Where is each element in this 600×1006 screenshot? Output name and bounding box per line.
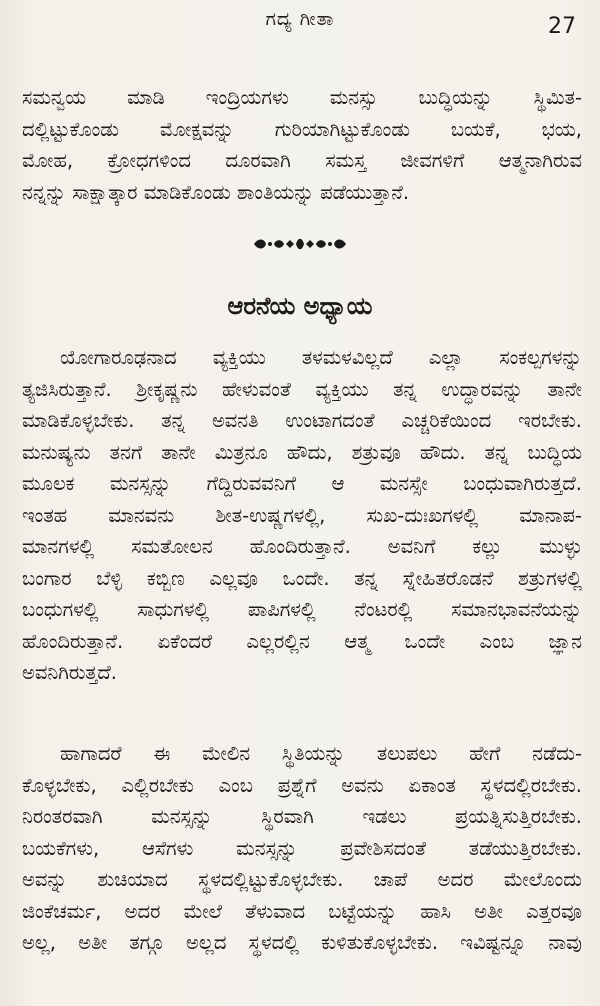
text-line: ನಿರಂತರವಾಗಿ ಮನಸ್ಸನ್ನು ಸ್ಥಿರವಾಗಿ ಇಡಲು ಪ್ರಯತ್ನಿಸುತ್ತಿರಬೇಕು. — [22, 805, 582, 828]
text-line: ಇಂತಹ ಮಾನವನು ಶೀತ-ಉಷ್ಣಗಳಲ್ಲಿ, ಸುಖ-ದುಃಖಗಳಲ್ಲಿ ಮಾನಾಪ- — [22, 503, 582, 527]
text-line: ಯೋಗಾರೂಢನಾದ ವ್ಯಕ್ತಿಯು ತಳಮಳವಿಲ್ಲದೆ ಎಲ್ಲಾ ಸಂಕಲ್ಪಗಳನ್ನು — [60, 346, 582, 369]
text-line: ಹೊಂದಿರುತ್ತಾನೆ. ಏಕೆಂದರೆ ಎಲ್ಲರಲ್ಲಿನ ಆತ್ಮ ಒಂದೇ ಎಂಬ ಜ್ಞಾನ — [22, 629, 582, 653]
chapter-title: ಆರನೆಯ ಅಧ್ಯಾಯ — [227, 292, 373, 320]
text-line: ಅವನ್ನು ಶುಚಿಯಾದ ಸ್ಥಳದಲ್ಲಿಟ್ಟುಕೊಳ್ಳಬೇಕು. ಚಾಪೆ ಅದರ ಮೇಲೊಂದು — [22, 868, 582, 891]
text-line: ಜಿಂಕೆಚರ್ಮ, ಅದರ ಮೇಲೆ ತೆಳುವಾದ ಬಟ್ಟೆಯನ್ನು ಹಾಸಿ ಅತೀ ಎತ್ತರವೂ — [22, 899, 582, 923]
text-line: ಮಾಡಿಕೊಳ್ಳಬೇಕು. ತನ್ನ ಅವನತಿ ಉಂಟಾಗದಂತೆ ಎಚ್ಚರಿಕೆಯಿಂದ ಇರಬೇಕು. — [22, 409, 582, 432]
page-number: 27 — [548, 14, 576, 39]
text-line: ಕೊಳ್ಳಬೇಕು, ಎಲ್ಲಿರಬೇಕು ಎಂಬ ಪ್ರಶ್ನೆಗೆ ಅವನು ಏಕಾಂತ ಸ್ಥಳದಲ್ಲಿರಬೇಕು. — [22, 773, 582, 797]
text-line: ತ್ಯಜಿಸಿರುತ್ತಾನೆ. ಶ್ರೀಕೃಷ್ಣನು ಹೇಳುವಂತೆ ವ್ಯಕ್ತಿಯು ತನ್ನ ಉದ್ಧಾರವನ್ನು ತಾನೇ — [22, 377, 582, 401]
paragraph-1 — [22, 82, 582, 208]
text-line: ಮನುಷ್ಯನು ತನಗೆ ತಾನೇ ಮಿತ್ರನೂ ಹೌದು, ಶತ್ರುವೂ ಹೌದು. ತನ್ನ ಬುದ್ಧಿಯ — [22, 440, 582, 464]
text-line: ಸಮನ್ವಯ ಮಾಡಿ ಇಂದ್ರಿಯಗಳು ಮನಸ್ಸು ಬುದ್ಧಿಯನ್ನು ಸ್ಥಿಮಿತ- — [22, 86, 582, 109]
text-line: ಅವನಿಗಿರುತ್ತದೆ. — [22, 661, 117, 684]
text-line: ಮೋಹ, ಕ್ರೋಧಗಳಿಂದ ದೂರವಾಗಿ ಸಮಸ್ತ ಜೀವಗಳಿಗೆ ಆತ್ಮನಾಗಿರುವ — [22, 149, 582, 172]
floral-divider-icon — [0, 236, 600, 256]
text-line: ಹಾಗಾದರೆ ಈ ಮೇಲಿನ ಸ್ಥಿತಿಯನ್ನು ತಲುಪಲು ಹೇಗೆ ನಡೆದು- — [60, 742, 582, 765]
text-line: ಅಲ್ಲ, ಅತೀ ತಗ್ಗೂ ಅಲ್ಲದ ಸ್ಥಳದಲ್ಲಿ ಕುಳಿತುಕೊಳ್ಳಬೇಕು. ಇವಿಷ್ಟನ್ನೂ ನಾವು — [22, 931, 582, 954]
text-line: ಮಾನಗಳಲ್ಲಿ ಸಮತೋಲನ ಹೊಂದಿರುತ್ತಾನೆ. ಅವನಿಗೆ ಕಲ್ಲು ಮುಳ್ಳು — [22, 535, 582, 558]
text-line: ಮೂಲಕ ಮನಸ್ಸನ್ನು ಗೆದ್ದಿರುವವನಿಗೆ ಆ ಮನಸ್ಸೇ ಬಂಧುವಾಗಿರುತ್ತದೆ. — [22, 472, 582, 495]
text-line: ಬಯಕೆಗಳು, ಆಸೆಗಳು ಮನಸ್ಸನ್ನು ಪ್ರವೇಶಿಸದಂತೆ ತಡೆಯುತ್ತಿರಬೇಕು. — [22, 836, 582, 860]
text-line: ನನ್ನನ್ನು ಸಾಕ್ಷಾತ್ಕಾರ ಮಾಡಿಕೊಂಡು ಶಾಂತಿಯನ್ನು ಪಡೆಯುತ್ತಾನೆ. — [22, 180, 410, 204]
paragraph-2 — [22, 342, 582, 689]
text-line: ಬಂಗಾರ ಬೆಳ್ಳಿ ಕಬ್ಬಿಣ ಎಲ್ಲವೂ ಒಂದೇ. ತನ್ನ ಸ್ನೇಹಿತರೊಡನೆ ಶತ್ರುಗಳಲ್ಲಿ — [22, 566, 582, 590]
paragraph-3 — [22, 738, 582, 959]
text-line: ದಲ್ಲಿಟ್ಟುಕೊಂಡು ಮೋಕ್ಷವನ್ನು ಗುರಿಯಾಗಿಟ್ಟುಕೊಂಡು ಬಯಕೆ, ಭಯ, — [22, 117, 582, 141]
running-header-title: ಗದ್ಯ ಗೀತಾ — [265, 8, 335, 30]
text-line: ಬಂಧುಗಳಲ್ಲಿ ಸಾಧುಗಳಲ್ಲಿ ಪಾಪಿಗಳಲ್ಲಿ ನೆಂಟರಲ್ಲಿ ಸಮಾನಭಾವನೆಯನ್ನು — [22, 598, 582, 621]
